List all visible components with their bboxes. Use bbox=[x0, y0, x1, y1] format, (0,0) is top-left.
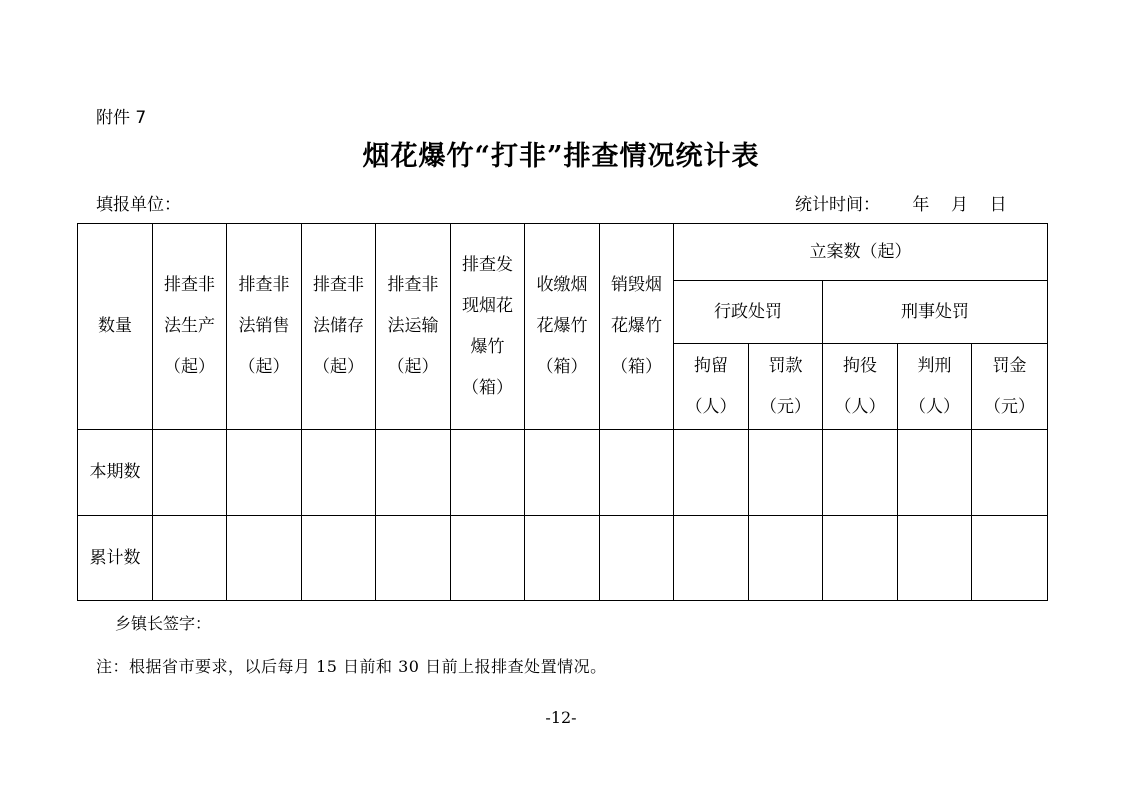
header-found-fireworks: 排查发 现烟花 爆竹 （箱） bbox=[451, 224, 525, 430]
table-cell[interactable] bbox=[227, 516, 302, 601]
table-cell[interactable] bbox=[153, 430, 227, 516]
table-cell[interactable] bbox=[376, 516, 451, 601]
header-sentenced: 判刑 （人） bbox=[898, 344, 972, 430]
table-cell[interactable] bbox=[227, 430, 302, 516]
page-number: -12- bbox=[545, 708, 577, 727]
page-title: 烟花爆竹“打非”排查情况统计表 bbox=[362, 141, 760, 172]
header-case-count: 立案数（起） bbox=[674, 224, 1048, 281]
row-label-current-period: 本期数 bbox=[78, 430, 153, 516]
table-cell[interactable] bbox=[451, 516, 525, 601]
header-fine: 罚款 （元） bbox=[749, 344, 823, 430]
header-quantity: 数量 bbox=[78, 224, 153, 430]
table-cell[interactable] bbox=[823, 516, 898, 601]
table-cell[interactable] bbox=[525, 516, 600, 601]
statistics-time-label: 统计时间： 年 月 日 bbox=[795, 195, 1007, 215]
township-head-signature-label: 乡镇长签字： bbox=[115, 614, 212, 633]
table-cell[interactable] bbox=[674, 516, 749, 601]
header-penalty-fine: 罚金 （元） bbox=[972, 344, 1048, 430]
table-row bbox=[78, 516, 1048, 601]
header-destroyed-fireworks: 销毁烟 花爆竹 （箱） bbox=[600, 224, 674, 430]
table-cell[interactable] bbox=[898, 516, 972, 601]
table-cell[interactable] bbox=[525, 430, 600, 516]
table-cell[interactable] bbox=[600, 430, 674, 516]
table-cell[interactable] bbox=[600, 516, 674, 601]
table-cell[interactable] bbox=[972, 516, 1048, 601]
table-cell[interactable] bbox=[972, 430, 1048, 516]
table-cell[interactable] bbox=[302, 516, 376, 601]
header-illegal-sales: 排查非 法销售 （起） bbox=[227, 224, 302, 430]
table-row bbox=[78, 430, 1048, 516]
table-cell[interactable] bbox=[749, 430, 823, 516]
table-cell[interactable] bbox=[674, 430, 749, 516]
header-illegal-storage: 排查非 法储存 （起） bbox=[302, 224, 376, 430]
table-cell[interactable] bbox=[898, 430, 972, 516]
reporting-unit-label: 填报单位： bbox=[96, 195, 181, 215]
attachment-label: 附件 7 bbox=[96, 108, 147, 128]
table-cell[interactable] bbox=[451, 430, 525, 516]
table-cell[interactable] bbox=[302, 430, 376, 516]
table-cell[interactable] bbox=[823, 430, 898, 516]
header-administrative-penalty: 行政处罚 bbox=[674, 281, 823, 344]
header-detention: 拘留 （人） bbox=[674, 344, 749, 430]
table-cell[interactable] bbox=[749, 516, 823, 601]
footnote: 注：根据省市要求，以后每月 15 日前和 30 日前上报排查处置情况。 bbox=[96, 657, 607, 676]
header-criminal-penalty: 刑事处罚 bbox=[823, 281, 1048, 344]
header-confiscated-fireworks: 收缴烟 花爆竹 （箱） bbox=[525, 224, 600, 430]
header-illegal-transport: 排查非 法运输 （起） bbox=[376, 224, 451, 430]
header-illegal-production: 排查非 法生产 （起） bbox=[153, 224, 227, 430]
statistics-table bbox=[77, 223, 1048, 601]
header-criminal-detention: 拘役 （人） bbox=[823, 344, 898, 430]
table-cell[interactable] bbox=[376, 430, 451, 516]
table-cell[interactable] bbox=[153, 516, 227, 601]
row-label-cumulative: 累计数 bbox=[78, 516, 153, 601]
